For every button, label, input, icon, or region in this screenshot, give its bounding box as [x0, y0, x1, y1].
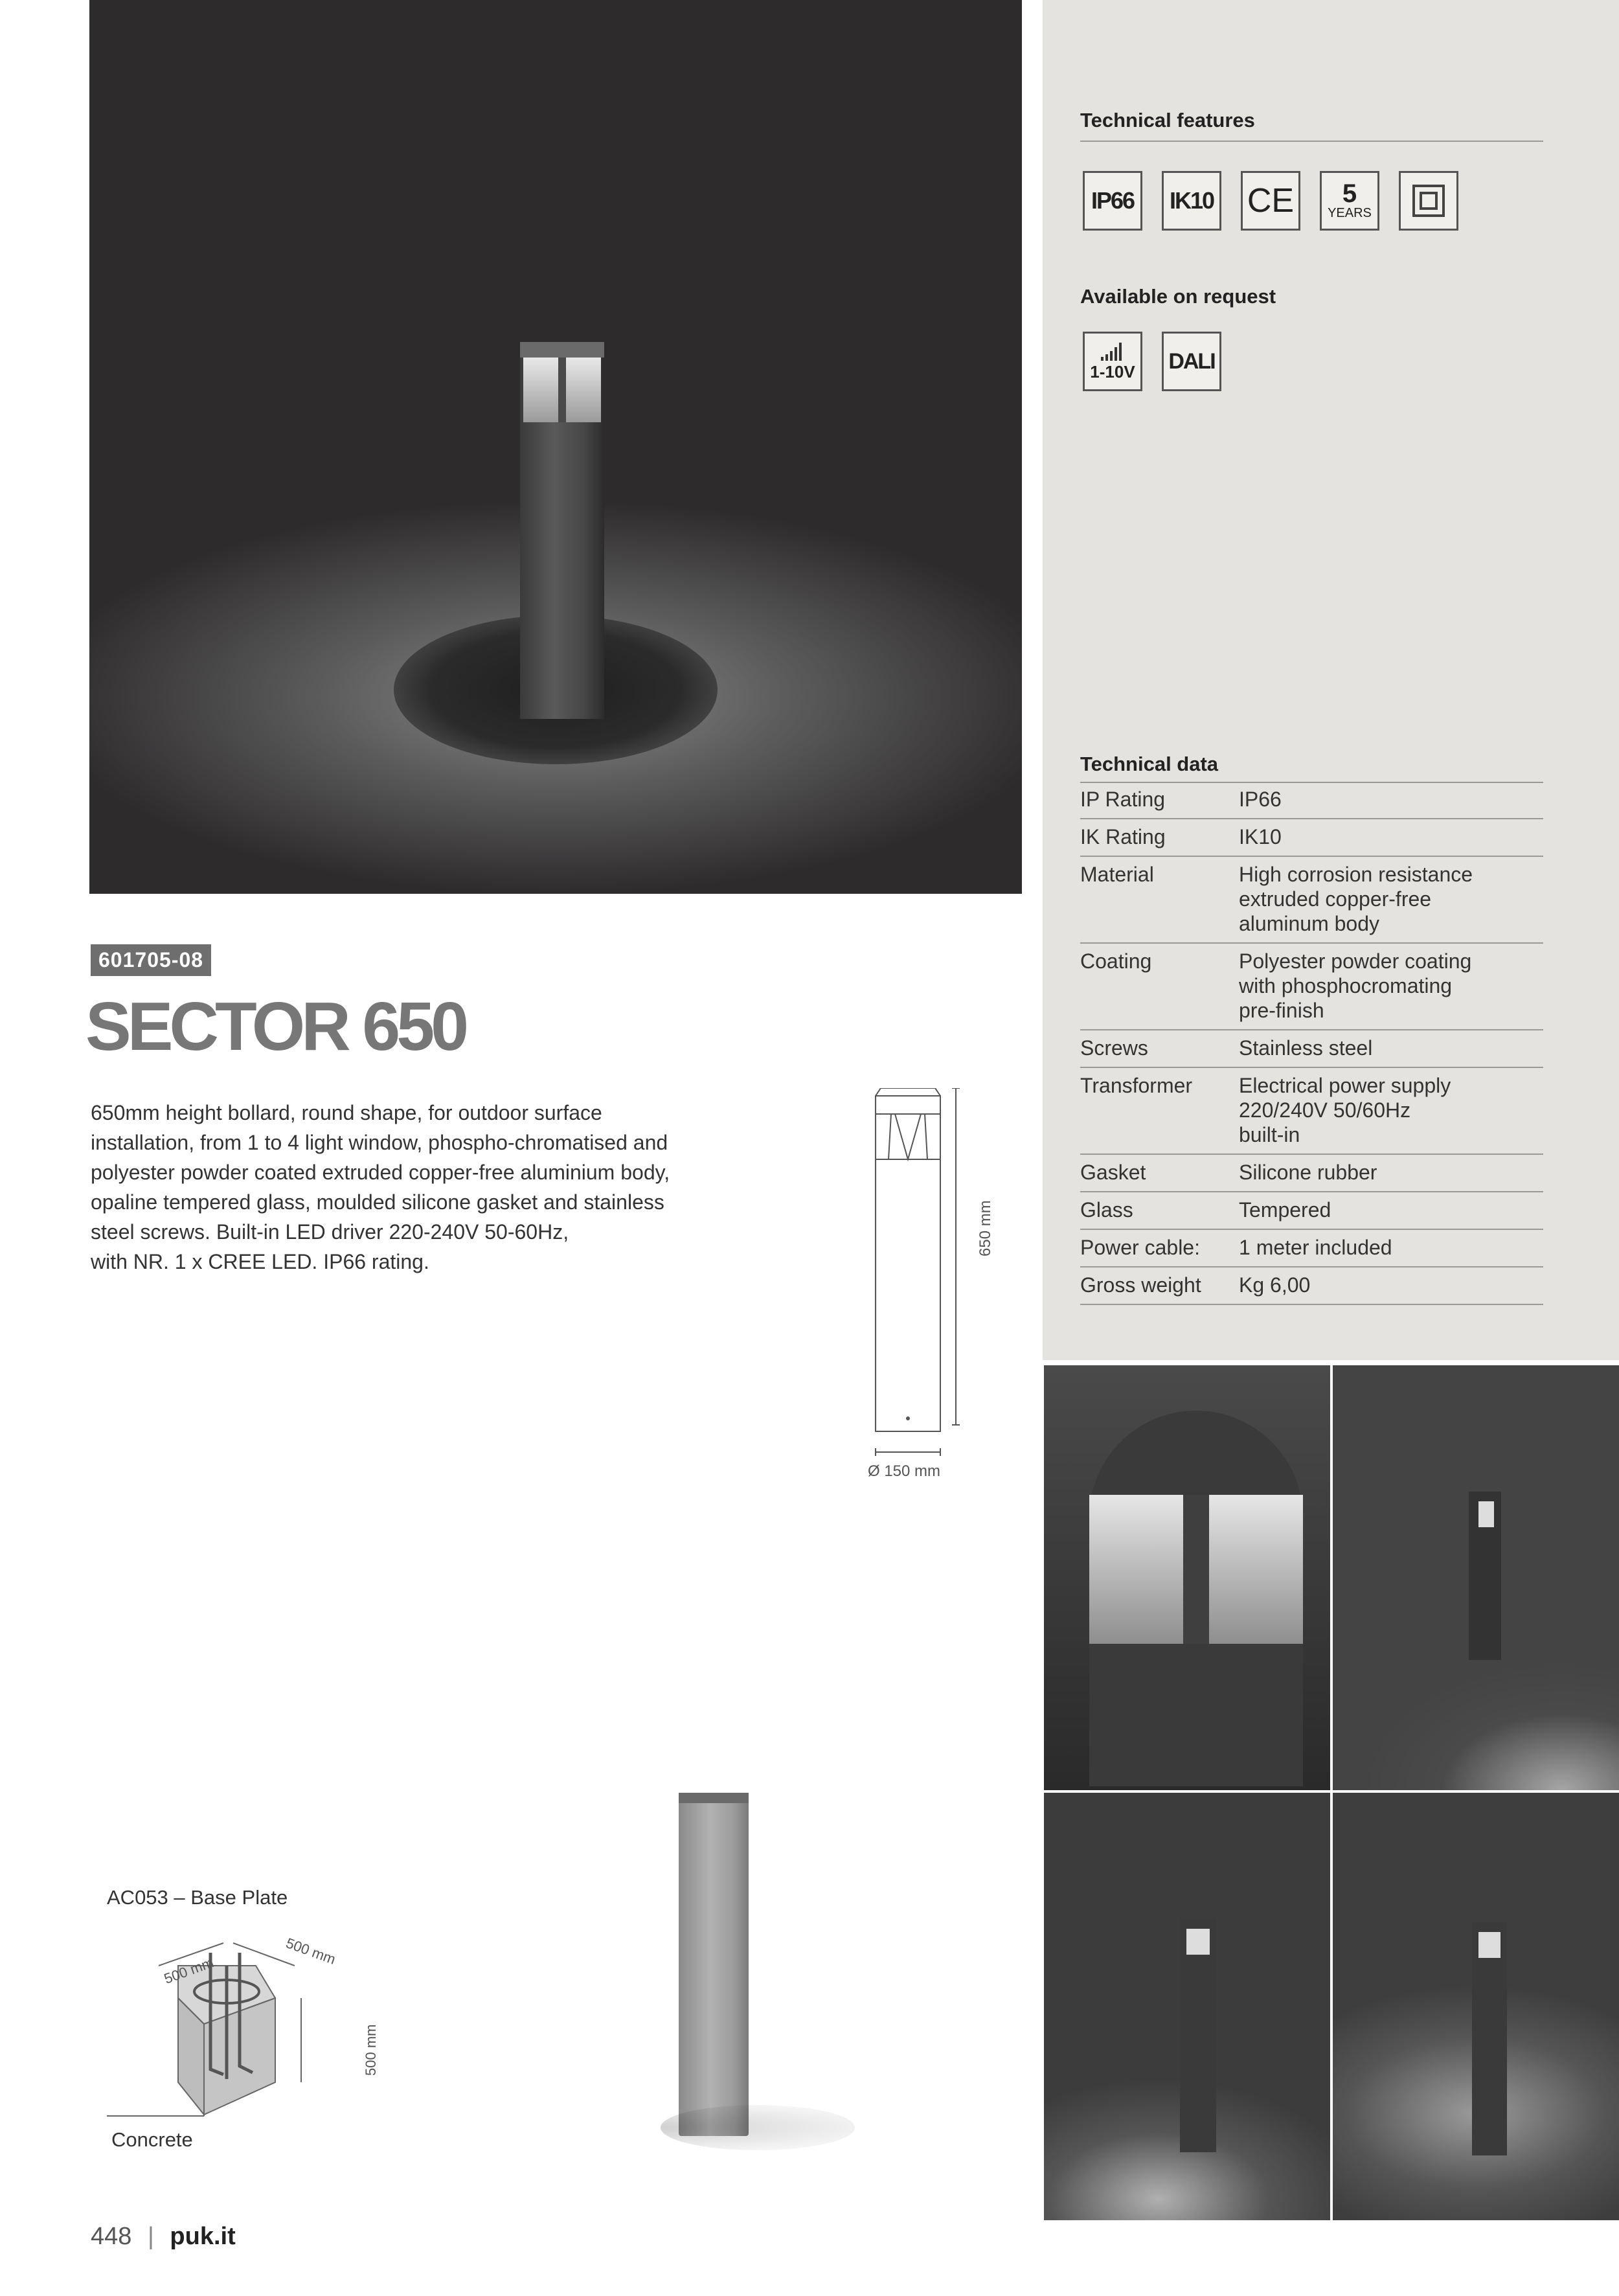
divider	[1080, 141, 1543, 142]
spec-key: Gasket	[1080, 1154, 1239, 1192]
spec-key: IP Rating	[1080, 782, 1239, 819]
page-number: 448	[91, 2223, 132, 2250]
spec-value: Silicone rubber	[1239, 1154, 1543, 1192]
spec-value: Stainless steel	[1239, 1030, 1543, 1067]
table-row	[1080, 1267, 1543, 1304]
table-row	[1080, 1154, 1543, 1192]
spec-value: High corrosion resistance extruded copper-free aluminum body	[1239, 856, 1543, 943]
spec-value: Polyester powder coating with phosphocromating pre-finish	[1239, 943, 1543, 1030]
spec-key: Coating	[1080, 943, 1239, 1030]
warranty-years-number: 5	[1342, 179, 1357, 208]
ce-mark-icon	[1241, 171, 1300, 231]
product-description: 650mm height bollard, round shape, for outdoor surface installation, from 1 to 4 light window, phospho-chromatised and polyester powder coated extruded copper-free aluminium body, opaline tempered glass, moulded silicone gasket and stainless steel screws. Built-in LED driver 220-240V 50-60Hz, with NR. 1 x CREE LED. IP66 rating.	[91, 1101, 670, 1273]
hero-photo	[89, 0, 1022, 894]
table-row	[1080, 1030, 1543, 1067]
spec-key: Screws	[1080, 1030, 1239, 1067]
concrete-label: Concrete	[111, 2128, 193, 2151]
spec-key: IK Rating	[1080, 819, 1239, 856]
product-title: SECTOR 650	[85, 988, 466, 1065]
dali-icon	[1162, 332, 1221, 391]
spec-value: IP66	[1239, 782, 1543, 819]
spec-value: Tempered	[1239, 1192, 1543, 1229]
page-footer	[91, 2223, 236, 2251]
double-square-icon	[1412, 184, 1445, 218]
technical-data-table	[1080, 782, 1543, 1305]
table-row	[1080, 782, 1543, 819]
spec-value: Kg 6,00	[1239, 1267, 1543, 1304]
detail-photo-2	[1333, 1365, 1619, 1790]
warranty-icon	[1320, 171, 1379, 231]
ip66-label: IP66	[1091, 187, 1135, 214]
detail-photo-1	[1044, 1365, 1330, 1790]
spec-key: Power cable:	[1080, 1229, 1239, 1267]
table-row	[1080, 1067, 1543, 1154]
ce-label: CE	[1247, 182, 1295, 220]
signal-bars-icon	[1100, 341, 1126, 362]
detail-photo-4	[1333, 1793, 1619, 2220]
ik10-label: IK10	[1169, 187, 1214, 214]
accessory-title: AC053 – Base Plate	[107, 1886, 288, 1909]
table-row	[1080, 1192, 1543, 1229]
diameter-dimension-label: Ø 150 mm	[868, 1462, 941, 1480]
spec-value: Electrical power supply 220/240V 50/60Hz built-in	[1239, 1067, 1543, 1154]
dali-label: DALI	[1168, 348, 1215, 374]
detail-photo-3	[1044, 1793, 1330, 2220]
site-link[interactable]: puk.it	[170, 2223, 236, 2250]
warranty-years-unit: YEARS	[1328, 205, 1372, 220]
dimming-1-10v-icon	[1083, 332, 1142, 391]
class-ii-icon	[1399, 171, 1458, 231]
bollard-cap	[520, 342, 604, 358]
spec-value: IK10	[1239, 819, 1543, 856]
dimming-label: 1-10V	[1090, 361, 1135, 381]
bollard-light-window	[523, 358, 601, 422]
ik10-icon	[1162, 171, 1221, 231]
technical-data-heading: Technical data	[1080, 753, 1219, 775]
footer-separator: |	[147, 2223, 154, 2250]
spec-key: Gross weight	[1080, 1267, 1239, 1304]
table-row	[1080, 1229, 1543, 1267]
spec-key: Transformer	[1080, 1067, 1239, 1154]
dim-c-label: 500 mm	[363, 2024, 379, 2076]
product-render-shadow	[661, 2105, 855, 2150]
ip66-icon	[1083, 171, 1142, 231]
height-dimension-label: 650 mm	[977, 1200, 994, 1256]
table-row	[1080, 856, 1543, 943]
product-render	[679, 1793, 749, 2136]
spec-key: Glass	[1080, 1192, 1239, 1229]
dim-a-label: 500 mm	[161, 1954, 216, 1987]
spec-key: Material	[1080, 856, 1239, 943]
product-render-cap	[679, 1793, 749, 1803]
dimension-drawing	[855, 1088, 965, 1490]
table-row	[1080, 943, 1543, 1030]
technical-features-heading: Technical features	[1080, 109, 1255, 131]
table-row	[1080, 819, 1543, 856]
base-plate-drawing	[107, 1927, 398, 2134]
dim-b-label: 500 mm	[284, 1935, 338, 1968]
available-on-request-heading: Available on request	[1080, 285, 1276, 308]
spec-value: 1 meter included	[1239, 1229, 1543, 1267]
product-code-badge: 601705-08	[91, 944, 211, 976]
